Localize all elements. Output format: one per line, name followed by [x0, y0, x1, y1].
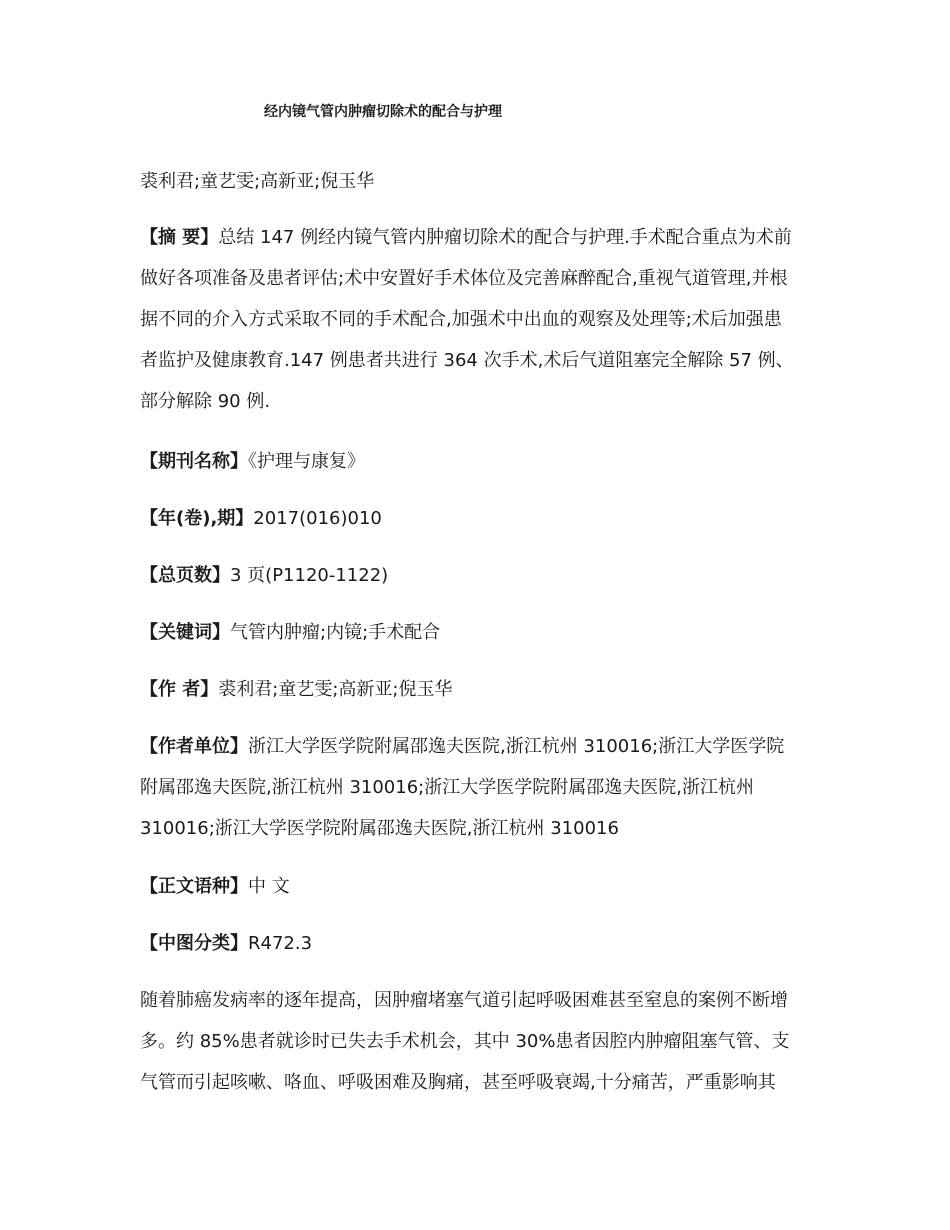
body-line-2: 多。约 85%患者就诊时已失去手术机会，其中 30%患者因腔内肿瘤阻塞气管、支	[140, 1031, 790, 1052]
year-label: 【年(卷),期】	[140, 508, 254, 529]
keywords-label: 【关键词】	[140, 622, 230, 643]
affiliation-text: 浙江大学医学院附属邵逸夫医院,浙江杭州 310016;浙江大学医学院	[248, 736, 785, 757]
classification-value: R472.3	[248, 933, 313, 954]
keywords-field	[140, 612, 812, 653]
affiliation-label: 【作者单位】	[140, 736, 248, 757]
classification-field	[140, 923, 812, 964]
keywords-value: 气管内肿瘤;内镜;手术配合	[230, 622, 441, 643]
affiliation-line-2: 附属邵逸夫医院,浙江杭州 310016;浙江大学医学院附属邵逸夫医院,浙江杭州	[140, 777, 754, 798]
pages-label: 【总页数】	[140, 565, 230, 586]
abstract-text: 总结 147 例经内镜气管内肿瘤切除术的配合与护理.手术配合重点为术前	[218, 227, 792, 248]
year-field	[140, 498, 812, 539]
journal-label: 【期刊名称】	[140, 451, 248, 472]
abstract-line-3: 据不同的介入方式采取不同的手术配合,加强术中出血的观察及处理等;术后加强患	[140, 309, 782, 330]
abstract-line-5: 部分解除 90 例.	[140, 391, 271, 412]
journal-value: 《护理与康复》	[248, 451, 365, 472]
body-paragraph	[140, 980, 815, 1103]
language-field	[140, 866, 812, 907]
abstract-section	[140, 217, 812, 422]
journal-field	[140, 441, 812, 482]
authors-value: 裘利君;童艺雯;高新亚;倪玉华	[218, 679, 453, 700]
body-line-1: 随着肺癌发病率的逐年提高，因肿瘤堵塞气道引起呼吸困难甚至窒息的案例不断增	[140, 990, 788, 1011]
year-value: 2017(016)010	[253, 508, 382, 529]
authors-line: 裘利君;童艺雯;高新亚;倪玉华	[140, 171, 375, 192]
pages-field	[140, 555, 812, 596]
abstract-line-1	[140, 217, 812, 258]
body-line-3: 气管而引起咳嗽、咯血、呼吸困难及胸痛，甚至呼吸衰竭,十分痛苦，严重影响其	[140, 1072, 776, 1093]
language-label: 【正文语种】	[140, 876, 248, 897]
pages-value: 3 页(P1120-1122)	[230, 565, 389, 586]
abstract-line-4: 者监护及健康教育.147 例患者共进行 364 次手术,术后气道阻塞完全解除 57 例、	[140, 350, 794, 371]
paper-title: 经内镜气管内肿瘤切除术的配合与护理	[264, 104, 502, 120]
affiliation-line-3: 310016;浙江大学医学院附属邵逸夫医院,浙江杭州 310016	[140, 818, 619, 839]
affiliation-line-1	[140, 726, 812, 767]
authors-field	[140, 669, 812, 710]
abstract-label: 【摘 要】	[140, 227, 219, 248]
language-value: 中 文	[248, 876, 290, 897]
affiliation-section	[140, 726, 812, 849]
classification-label: 【中图分类】	[140, 933, 248, 954]
authors-label: 【作 者】	[140, 679, 219, 700]
abstract-line-2: 做好各项准备及患者评估;术中安置好手术体位及完善麻醉配合,重视气道管理,并根	[140, 268, 788, 289]
